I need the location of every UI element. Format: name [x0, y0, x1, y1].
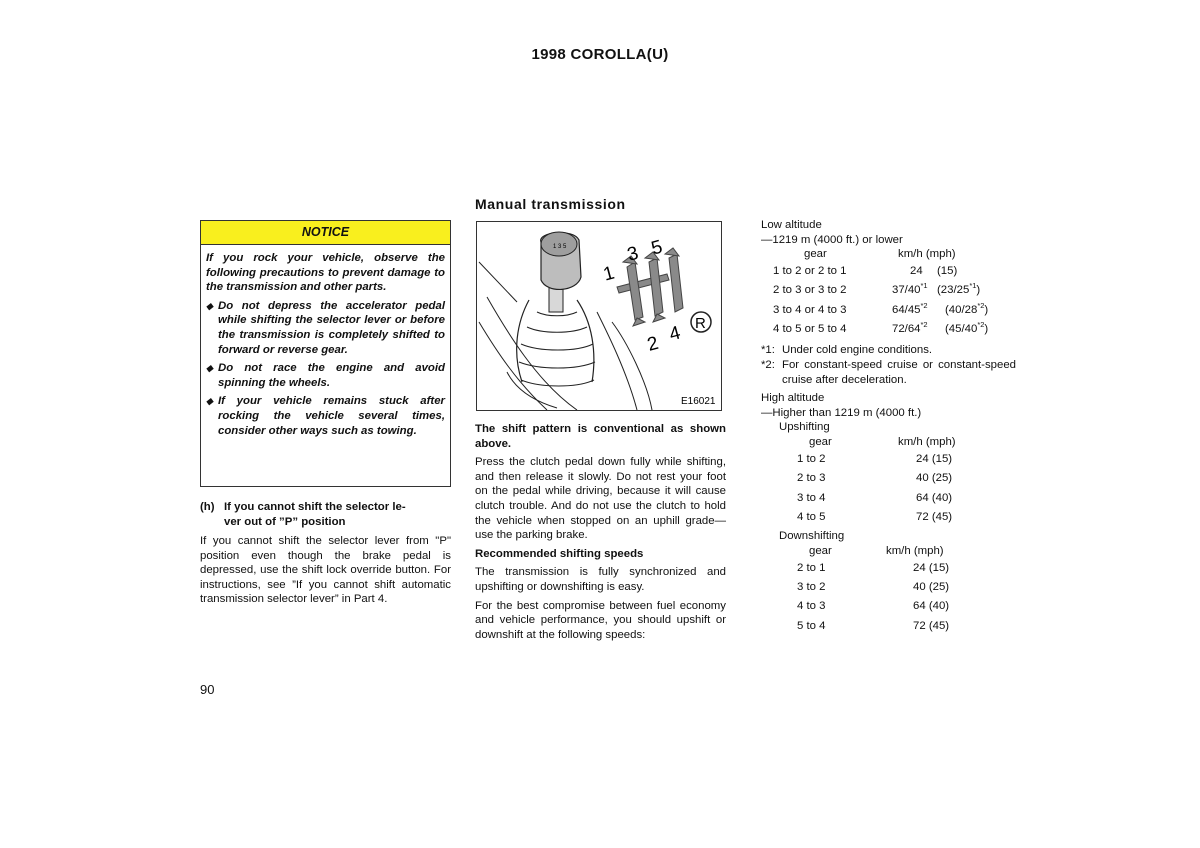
table-row: [761, 320, 1016, 339]
diamond-bullet-icon: ◆: [206, 396, 213, 407]
table-row: [761, 508, 1016, 527]
footnote-1: [761, 343, 1016, 358]
col-header-gear: gear: [809, 435, 832, 448]
table-row: [761, 489, 1016, 508]
row-speed: 24: [910, 265, 923, 278]
subheading-line1: If you cannot shift the selector le-: [224, 501, 406, 513]
gear-label-4: 4: [667, 322, 683, 346]
row-speed: 72 (45): [913, 619, 950, 632]
col-header-gear: gear: [809, 544, 832, 557]
table-header: [761, 544, 1016, 559]
clutch-paragraph: Press the clutch pedal down fully while shifting, and then release it slowly. Do not rest your foot on the pedal while driving, because it will cause clutch trouble. And do not use the clutch to hold the vehicle when stopped on an uphill grade—use the parking brake.: [475, 456, 726, 542]
row-speed: 64/45$^{*2}$: [892, 300, 928, 316]
row-mph: (45/40$^{*2}$): [945, 320, 989, 336]
gear-label-5: 5: [649, 236, 665, 260]
subheading-label: (h): [200, 501, 215, 513]
row-gear: 2 to 3 or 3 to 2: [773, 284, 847, 297]
table-row: [761, 597, 1016, 616]
table-row: [761, 617, 1016, 636]
table-row: [761, 281, 1016, 300]
row-gear: 2 to 3: [797, 472, 826, 485]
row-gear: 4 to 5 or 5 to 4: [773, 323, 847, 336]
low-altitude-subtitle: —1219 m (4000 ft.) or lower: [761, 233, 903, 246]
row-speed: 24 (15): [916, 452, 953, 465]
row-gear: 4 to 5: [797, 510, 826, 523]
shifting-speed-tables: [761, 218, 1016, 636]
svg-text:1 3 5: 1 3 5: [553, 244, 567, 250]
notice-intro: If you rock your vehicle, observe the following precautions to prevent damage to the transmission and other parts.: [206, 252, 445, 294]
table-row: [761, 559, 1016, 578]
shift-lock-paragraph: If you cannot shift the selector lever from "P" position even though the brake pedal is depressed, use the shift lock override button. For instructions, see ”If you cannot shift automatic transmission selector lever” in Part 4.: [200, 535, 451, 606]
row-speed: 72 (45): [916, 510, 953, 523]
table-header: [761, 435, 1016, 450]
table-header: [761, 247, 1016, 262]
compromise-paragraph: For the best compromise between fuel economy and vehicle performance, you should upshift or downshift at the following speeds:: [475, 599, 726, 641]
row-gear: 2 to 1: [797, 561, 826, 574]
high-altitude-subtitle: —Higher than 1219 m (4000 ft.): [761, 406, 922, 419]
synchronized-paragraph: The transmission is fully synchronized and upshifting or downshifting is easy.: [475, 566, 726, 593]
low-altitude-title: Low altitude: [761, 219, 822, 231]
row-speed: 64 (40): [916, 491, 953, 504]
subheading-shift-lock: [200, 500, 451, 529]
notice-bullet: [206, 394, 445, 438]
footnote-2: [761, 358, 1016, 387]
row-speed: 72/64$^{*2}$: [892, 320, 928, 336]
section-title: Manual transmission: [475, 196, 626, 212]
gear-label-r: R: [695, 315, 706, 332]
downshifting-table: [761, 544, 1016, 636]
diamond-bullet-icon: ◆: [206, 300, 213, 311]
middle-column: [475, 422, 726, 646]
table-row: [761, 469, 1016, 488]
gear-label-2: 2: [645, 332, 661, 356]
row-gear: 3 to 4: [797, 491, 826, 504]
page-number: 90: [200, 682, 215, 697]
downshifting-label: Downshifting: [779, 530, 845, 543]
notice-header: NOTICE: [201, 221, 450, 245]
subheading-line2: ver out of ”P” position: [224, 515, 346, 528]
notice-bullet: [206, 361, 445, 390]
table-row: [761, 578, 1016, 597]
row-gear: 3 to 2: [797, 581, 826, 594]
figure-caption: The shift pattern is conventional as shown above.: [475, 423, 726, 450]
notice-bullet-text: Do not race the engine and avoid spinning the wheels.: [218, 362, 445, 389]
row-gear: 1 to 2: [797, 452, 826, 465]
notice-body: [201, 245, 450, 438]
table-row: [761, 301, 1016, 320]
col-header-speed: km/h (mph): [898, 248, 956, 261]
figure-code: E16021: [681, 396, 716, 407]
notice-bullet-text: If your vehicle remains stuck after rocking the vehicle several times, consider other ways such as towing.: [218, 395, 445, 437]
diamond-bullet-icon: ◆: [206, 363, 213, 374]
row-gear: 5 to 4: [797, 619, 826, 632]
row-mph: (15): [937, 265, 958, 278]
gear-label-1: 1: [601, 262, 617, 286]
notice-bullet-text: Do not depress the accelerator pedal while shifting the selector lever or before the transmission is completely shifted to forward or reverse gear.: [218, 299, 445, 356]
gear-label-3: 3: [625, 242, 641, 266]
footnote-mark: *2:: [761, 358, 775, 371]
row-gear: 3 to 4 or 4 to 3: [773, 303, 847, 316]
shifting-speeds-heading: Recommended shifting speeds: [475, 547, 644, 560]
row-mph: (40/28$^{*2}$): [945, 300, 989, 316]
row-speed: 37/40$^{*1}$: [892, 281, 928, 297]
table-row: [761, 450, 1016, 469]
upshifting-table: [761, 435, 1016, 527]
footnote-mark: *1:: [761, 344, 775, 357]
row-mph: (23/25$^{*1}$): [937, 281, 981, 297]
footnote-text: For constant-speed cruise or constant-speed cruise after deceleration.: [782, 358, 1016, 386]
col-header-speed: km/h (mph): [898, 435, 956, 448]
row-speed: 24 (15): [913, 561, 950, 574]
row-gear: 1 to 2 or 2 to 1: [773, 265, 847, 278]
upshifting-label: Upshifting: [779, 421, 830, 434]
notice-box: [200, 220, 451, 487]
row-gear: 4 to 3: [797, 600, 826, 613]
col-header-gear: gear: [804, 248, 827, 261]
notice-bullet: [206, 299, 445, 357]
row-speed: 40 (25): [913, 581, 950, 594]
high-altitude-title: High altitude: [761, 392, 825, 405]
footnote-text: Under cold engine conditions.: [782, 344, 933, 357]
table-row: [761, 262, 1016, 281]
row-speed: 64 (40): [913, 600, 950, 613]
shift-pattern-figure: [476, 221, 722, 411]
row-speed: 40 (25): [916, 472, 953, 485]
shift-pattern-illustration: [477, 222, 721, 410]
low-altitude-table: [761, 247, 1016, 339]
document-title: 1998 COROLLA(U): [531, 46, 669, 63]
col-header-speed: km/h (mph): [886, 544, 944, 557]
